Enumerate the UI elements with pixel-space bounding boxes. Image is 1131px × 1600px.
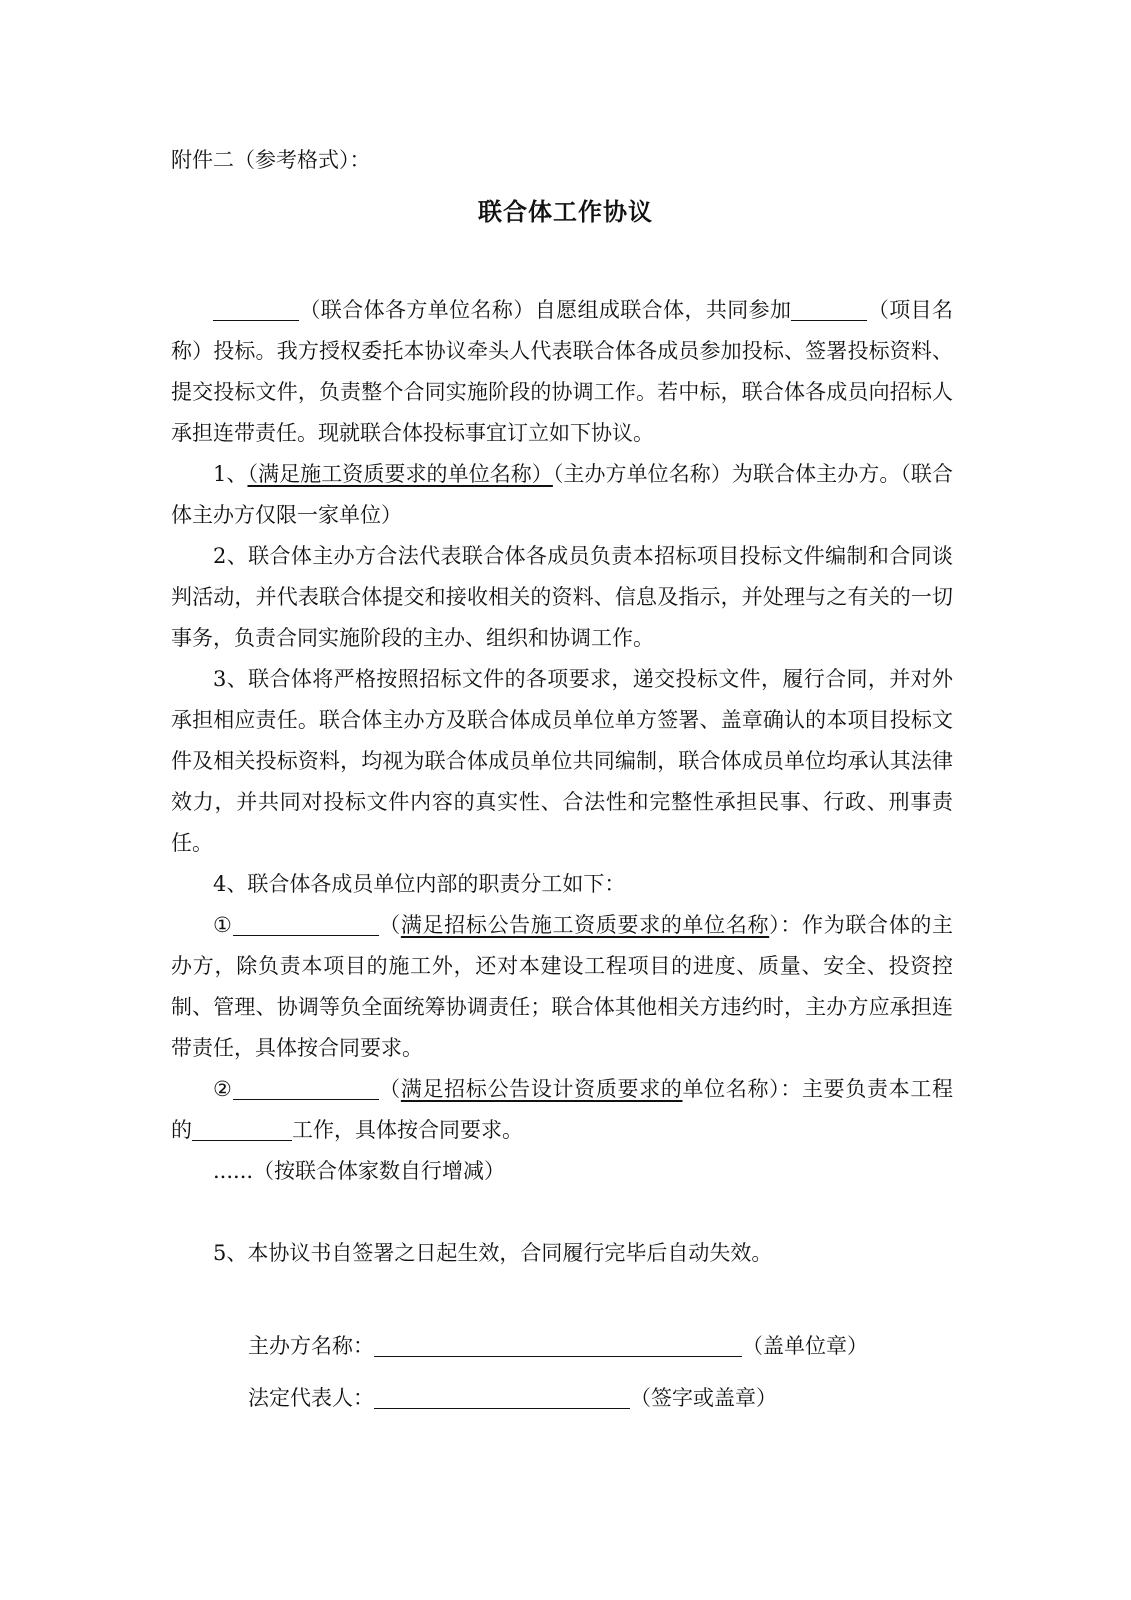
clause-4-item-2: [171, 1069, 953, 1151]
paren-open: （: [378, 913, 401, 937]
blank-line: [791, 298, 867, 321]
clause-number: 1、: [213, 462, 248, 486]
intro-paragraph: [171, 290, 953, 454]
blank-line: [213, 298, 299, 321]
clause-3: 3、联合体将严格按照招标文件的各项要求，递交投标文件，履行合同，并对外承担相应责任。联合体主办方及联合体成员单位单方签署、盖章确认的本项目投标文件及相关投标资料，均视为联合体成员单位共同编制，联合体成员单位均承认其法律效力，并共同对投标文件内容的真实性、合法性和完整性承担民事、行政、刑事责任。: [171, 667, 953, 855]
intro-text: （联合体各方单位名称）自愿组成联合体，共同参加: [299, 298, 792, 322]
underlined-text: 满足招标公告施工资质要求的单位名称: [400, 913, 770, 937]
clause-4-item-1: [171, 905, 953, 1069]
item-text: 单位名称）：主要负责本工程的: [171, 1077, 954, 1142]
underlined-text: （满足施工资质要求的单位名称）: [247, 462, 553, 486]
underlined-text: 满足招标公告设计资质要求的: [400, 1077, 683, 1101]
rep-note: （签字或盖章）: [630, 1386, 777, 1410]
clause-1: [171, 454, 953, 536]
rep-label: 法定代表人：: [248, 1386, 374, 1410]
document-body: [171, 290, 953, 1274]
host-note: （盖单位章）: [742, 1334, 868, 1358]
clause-2: 2、联合体主办方合法代表联合体各成员负责本招标项目投标文件编制和合同谈判活动，并代表联合体提交和接收相关的资料、信息及指示，并处理与之有关的一切事务，负责合同实施阶段的主办、组织和协调工作。: [171, 544, 953, 650]
paren-open: （: [378, 1077, 401, 1101]
blank-line: [233, 913, 379, 936]
item-text-cont: 工作，具体按合同要求。: [292, 1118, 523, 1142]
clause-4: 4、联合体各成员单位内部的职责分工如下：: [213, 872, 626, 896]
signature-host-row: [248, 1330, 868, 1360]
item-text: ）：作为联合体的主办方，除负责本项目的施工外，还对本建设工程项目的进度、质量、安全、投资控制、管理、协调等负全面统筹协调责任；联合体其他相关方违约时，主办方应承担连带责任，具体按合同要求。: [171, 913, 954, 1060]
signature-rep-row: [248, 1382, 777, 1412]
document-title: 联合体工作协议: [478, 198, 653, 226]
clause-text: （主办方单位名称）为联合体主办方。（联合体主办方仅限一家单位）: [171, 462, 953, 527]
intro-text-cont: （项目名称）投标。我方授权委托本协议牵头人代表联合体各成员参加投标、签署投标资料、提交投标文件，负责整个合同实施阶段的协调工作。若中标，联合体各成员向招标人承担连带责任。现就联合体投标事宜订立如下协议。: [171, 298, 954, 445]
clause-5: 5、本协议书自签署之日起生效，合同履行完毕后自动失效。: [213, 1241, 773, 1265]
blank-line: [192, 1118, 292, 1141]
item-marker: ①: [213, 913, 233, 937]
rep-signature-line[interactable]: [374, 1386, 630, 1409]
attachment-label: 附件二（参考格式）：: [171, 148, 371, 172]
host-signature-line[interactable]: [374, 1334, 742, 1357]
item-marker: ②: [213, 1077, 233, 1101]
blank-line: [233, 1077, 379, 1100]
ellipsis-note: ......（按联合体家数自行增减）: [213, 1159, 506, 1183]
host-label: 主办方名称：: [248, 1334, 374, 1358]
